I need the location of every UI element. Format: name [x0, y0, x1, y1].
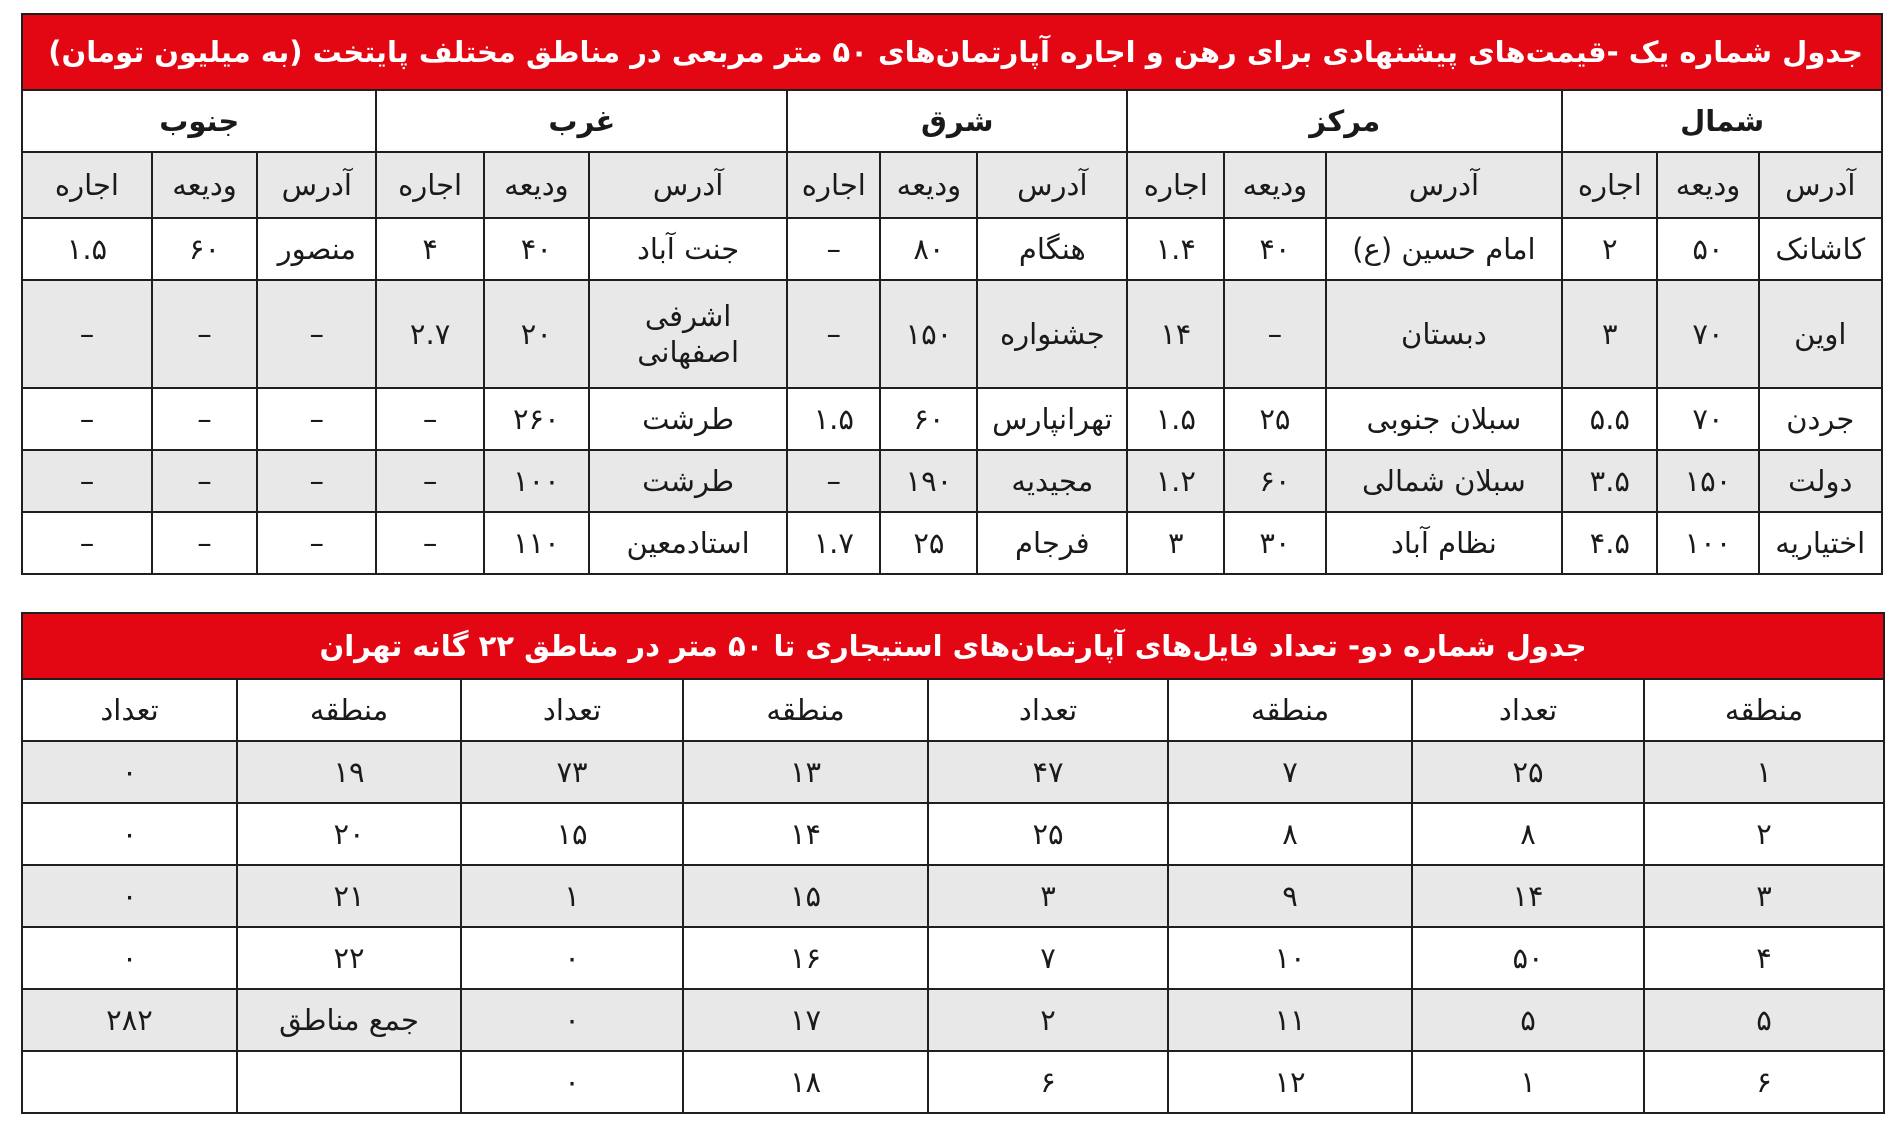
table-cell: ۲۲ — [237, 927, 461, 989]
table-title-row — [22, 613, 1884, 679]
region-header-row — [22, 90, 1882, 152]
table-cell: ۴ — [1644, 927, 1884, 989]
table-cell: طرشت — [589, 450, 787, 512]
table-cell: جردن — [1759, 388, 1882, 450]
table-cell: جمع مناطق — [237, 989, 461, 1051]
table-cell: ۱۵ — [683, 865, 928, 927]
table-row — [22, 218, 1882, 280]
table-cell: ۲۰ — [484, 280, 589, 388]
column-header: آدرس — [1326, 152, 1563, 218]
table-cell: ۲۵ — [880, 512, 977, 574]
column-header: ودیعه — [152, 152, 257, 218]
table-cell: امام حسین (ع) — [1326, 218, 1563, 280]
table-cell: ۲۵ — [1412, 741, 1644, 803]
column-header: تعداد — [461, 679, 683, 741]
table-cell: ۳۰ — [1224, 512, 1325, 574]
table-cell: ۱۸ — [683, 1051, 928, 1113]
table-title-row — [22, 14, 1882, 90]
table-cell — [237, 1051, 461, 1113]
table-cell: ۶ — [928, 1051, 1168, 1113]
table-cell: مجیدیه — [977, 450, 1127, 512]
table-cell: ۶۰ — [152, 218, 257, 280]
table-cell: تهرانپارس — [977, 388, 1127, 450]
table-cell: – — [152, 512, 257, 574]
region-header: شرق — [787, 90, 1127, 152]
table-cell: ۴ — [376, 218, 483, 280]
table-cell: ۲ — [928, 989, 1168, 1051]
column-header: منطقه — [1168, 679, 1412, 741]
table-cell: ۱۴ — [683, 803, 928, 865]
table-cell: – — [787, 280, 880, 388]
table-cell: ۷ — [1168, 741, 1412, 803]
table-cell: هنگام — [977, 218, 1127, 280]
column-header: اجاره — [1562, 152, 1657, 218]
table-cell: اشرفی اصفهانی — [589, 280, 787, 388]
column-header: ودیعه — [1224, 152, 1325, 218]
table-cell: استادمعین — [589, 512, 787, 574]
table-cell: ۳.۵ — [1562, 450, 1657, 512]
table-cell: ۲۱ — [237, 865, 461, 927]
table-cell: – — [257, 388, 376, 450]
table-cell: ۳ — [1562, 280, 1657, 388]
table-cell: ۰ — [22, 803, 237, 865]
table-cell: ۶ — [1644, 1051, 1884, 1113]
table-cell: ۰ — [461, 1051, 683, 1113]
rental-files-count-table — [21, 612, 1885, 1114]
table-cell: ۱۱۰ — [484, 512, 589, 574]
table-cell: ۲.۷ — [376, 280, 483, 388]
table-cell: فرجام — [977, 512, 1127, 574]
table-cell: ۱۰ — [1168, 927, 1412, 989]
column-header: آدرس — [589, 152, 787, 218]
column-header: آدرس — [977, 152, 1127, 218]
table-cell: ۵۰ — [1657, 218, 1758, 280]
table-cell: ۵۰ — [1412, 927, 1644, 989]
table-cell: ۰ — [461, 927, 683, 989]
column-header: اجاره — [787, 152, 880, 218]
table-cell: ۷۰ — [1657, 280, 1758, 388]
table-cell: ۱۱ — [1168, 989, 1412, 1051]
table-cell: ۱۹۰ — [880, 450, 977, 512]
table-cell: – — [257, 512, 376, 574]
table-row — [22, 280, 1882, 388]
table-cell: ۸ — [1168, 803, 1412, 865]
table-cell: ۶۰ — [880, 388, 977, 450]
table-cell: ۰ — [22, 741, 237, 803]
region-header: شمال — [1562, 90, 1882, 152]
table-row — [22, 803, 1884, 865]
table-cell: – — [22, 512, 152, 574]
table-cell: اوین — [1759, 280, 1882, 388]
table-cell: ۱۵ — [461, 803, 683, 865]
table-cell: ۱۵۰ — [880, 280, 977, 388]
table-cell: ۱.۵ — [787, 388, 880, 450]
table-cell: ۹ — [1168, 865, 1412, 927]
table-title: جدول شماره دو- تعداد فایل‌های آپارتمان‌های استیجاری تا ۵۰ متر در مناطق ۲۲ گانه تهران — [22, 613, 1884, 679]
table-cell: – — [152, 280, 257, 388]
region-header: جنوب — [22, 90, 376, 152]
table-cell: ۱.۵ — [22, 218, 152, 280]
table-cell: منصور — [257, 218, 376, 280]
table-cell: ۲۸۲ — [22, 989, 237, 1051]
table-cell: – — [152, 450, 257, 512]
column-header: منطقه — [237, 679, 461, 741]
table-cell: ۲۰ — [237, 803, 461, 865]
table-cell: ۳ — [1644, 865, 1884, 927]
table-row — [22, 927, 1884, 989]
column-header: تعداد — [928, 679, 1168, 741]
table-cell: – — [22, 388, 152, 450]
table-cell: ۴۰ — [1224, 218, 1325, 280]
column-header: ودیعه — [880, 152, 977, 218]
table-cell: ۱ — [1644, 741, 1884, 803]
table-cell: ۸ — [1412, 803, 1644, 865]
table-cell: ۲ — [1644, 803, 1884, 865]
column-header: اجاره — [1127, 152, 1224, 218]
table-cell: ۰ — [22, 927, 237, 989]
table-cell: جشنواره — [977, 280, 1127, 388]
table-cell: – — [22, 450, 152, 512]
column-header: آدرس — [1759, 152, 1882, 218]
table-cell: ۳ — [1127, 512, 1224, 574]
table-row — [22, 741, 1884, 803]
table-cell: – — [376, 512, 483, 574]
table-cell: ۵ — [1644, 989, 1884, 1051]
table-cell: ۲۵ — [928, 803, 1168, 865]
table-cell: ۰ — [461, 989, 683, 1051]
table-cell: جنت آباد — [589, 218, 787, 280]
table-cell: ۲۵ — [1224, 388, 1325, 450]
table-cell: ۱۴ — [1412, 865, 1644, 927]
table-cell: – — [1224, 280, 1325, 388]
table-row — [22, 1051, 1884, 1113]
table-cell: ۱۶ — [683, 927, 928, 989]
table-cell: ۷۰ — [1657, 388, 1758, 450]
column-header: تعداد — [1412, 679, 1644, 741]
table-cell: ۸۰ — [880, 218, 977, 280]
table-cell: ۱۵۰ — [1657, 450, 1758, 512]
table-row — [22, 989, 1884, 1051]
column-header: آدرس — [257, 152, 376, 218]
region-header: غرب — [376, 90, 787, 152]
table-cell: – — [376, 388, 483, 450]
table-cell: ۱۹ — [237, 741, 461, 803]
table-cell — [22, 1051, 237, 1113]
table-row — [22, 512, 1882, 574]
table-cell: ۶۰ — [1224, 450, 1325, 512]
table-cell: ۱ — [1412, 1051, 1644, 1113]
column-header: ودیعه — [484, 152, 589, 218]
rent-prices-table — [21, 13, 1883, 575]
table-cell: ۱.۲ — [1127, 450, 1224, 512]
table-cell: طرشت — [589, 388, 787, 450]
column-header-row — [22, 152, 1882, 218]
column-header: اجاره — [22, 152, 152, 218]
table-cell: ۱۲ — [1168, 1051, 1412, 1113]
table-cell: ۱.۵ — [1127, 388, 1224, 450]
table-row — [22, 450, 1882, 512]
table-cell: – — [787, 218, 880, 280]
table-cell: ۷ — [928, 927, 1168, 989]
table-cell: ۲ — [1562, 218, 1657, 280]
table-row — [22, 865, 1884, 927]
table-cell: ۷۳ — [461, 741, 683, 803]
table-cell: – — [257, 280, 376, 388]
table-cell: ۵ — [1412, 989, 1644, 1051]
table-cell: کاشانک — [1759, 218, 1882, 280]
column-header: اجاره — [376, 152, 483, 218]
table-cell: ۴۰ — [484, 218, 589, 280]
table-cell: ۵.۵ — [1562, 388, 1657, 450]
table-cell: سبلان جنوبی — [1326, 388, 1563, 450]
table-cell: – — [152, 388, 257, 450]
table-cell: ۱۰۰ — [1657, 512, 1758, 574]
table-cell: – — [376, 450, 483, 512]
table-cell: ۱۰۰ — [484, 450, 589, 512]
table-cell: دبستان — [1326, 280, 1563, 388]
table-cell: ۱۴ — [1127, 280, 1224, 388]
table-cell: ۴.۵ — [1562, 512, 1657, 574]
table-cell: ۰ — [22, 865, 237, 927]
column-header: تعداد — [22, 679, 237, 741]
table-cell: ۱.۴ — [1127, 218, 1224, 280]
table-cell: اختیاریه — [1759, 512, 1882, 574]
table-row — [22, 388, 1882, 450]
region-header: مرکز — [1127, 90, 1562, 152]
column-header-row — [22, 679, 1884, 741]
column-header: ودیعه — [1657, 152, 1758, 218]
column-header: منطقه — [1644, 679, 1884, 741]
table-cell: ۴۷ — [928, 741, 1168, 803]
table-cell: دولت — [1759, 450, 1882, 512]
column-header: منطقه — [683, 679, 928, 741]
table-cell: ۱۷ — [683, 989, 928, 1051]
table-cell: – — [22, 280, 152, 388]
table-cell: ۱.۷ — [787, 512, 880, 574]
table-cell: ۳ — [928, 865, 1168, 927]
table-cell: – — [257, 450, 376, 512]
table-cell: – — [787, 450, 880, 512]
table-cell: نظام آباد — [1326, 512, 1563, 574]
table-cell: ۱ — [461, 865, 683, 927]
table-cell: سبلان شمالی — [1326, 450, 1563, 512]
table-title: جدول شماره یک -قیمت‌های پیشنهادی برای رهن و اجاره آپارتمان‌های ۵۰ متر مربعی در مناطق مختلف پایتخت (به میلیون تومان) — [22, 14, 1882, 90]
table-cell: ۱۳ — [683, 741, 928, 803]
table-cell: ۲۶۰ — [484, 388, 589, 450]
